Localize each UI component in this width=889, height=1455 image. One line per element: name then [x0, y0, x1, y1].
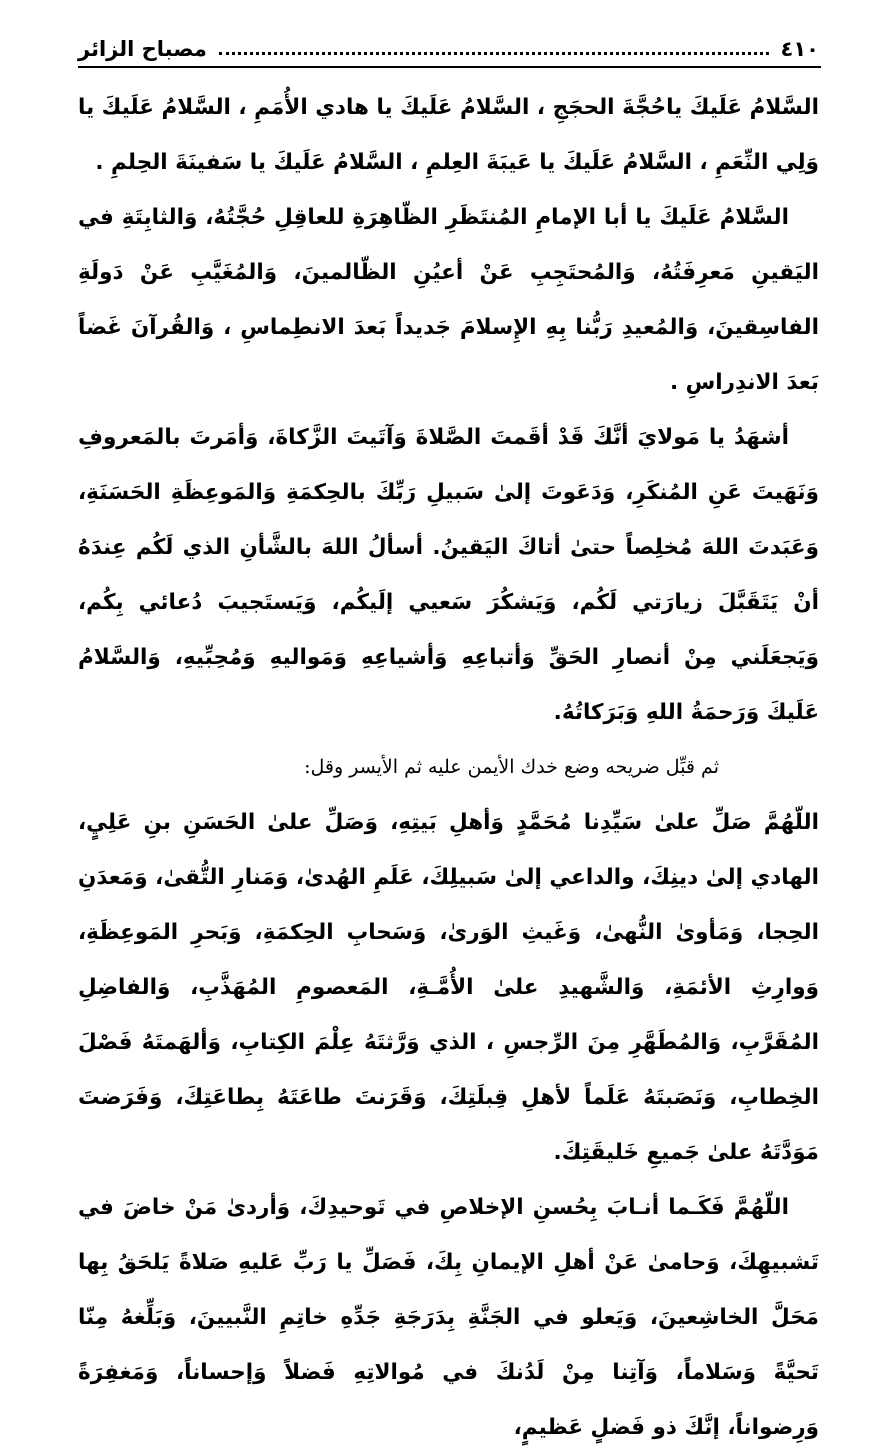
page-header: [78, 32, 819, 66]
paragraph-prayer-1: اللّهُمَّ صَلِّ علىٰ سَيِّدِنا مُحَمَّدٍ وَأهلِ بَيتِهِ، وَصَلِّ علىٰ الحَسَنِ بنِ عَلِيٍ، الهادي إلىٰ دينِكَ، والداعي إلىٰ سَبيلِكَ، عَلَمِ الهُدىٰ، وَمَنارِ التُّقىٰ، وَمَعدَنِ الحِجا، وَمَأوىٰ النُّهىٰ، وَغَيثِ الوَرىٰ، وَسَحابِ الحِكمَةِ، وَبَحرِ المَوعِظَةِ، وَوارِثِ الأئمَةِ، وَالشَّهيدِ علىٰ الأُمَّـةِ، المَعصومِ المُهَذَّبِ، وَالفاضِلِ المُقَرَّبِ، وَالمُطَهَّرِ مِنَ الرِّجسِ ، الذي وَرَّثتَهُ عِلْمَ الكِتابِ، وَألهَمتَهُ فَصْلَ الخِطابِ، وَنَصَبتَهُ عَلَماً لأهلِ قِبلَتِكَ، وَقَرَنتَ طاعَتَهُ بِطاعَتِكَ، وَفَرَضتَ مَوَدَّتَهُ علىٰ جَميعِ خَليقَتِكَ.: [78, 810, 819, 1165]
instruction-line: ثم قبِّل ضريحه وضع خدك الأيمن عليه ثم الأيسر وقل:: [304, 756, 719, 778]
leader-dots: [219, 52, 769, 55]
paragraph-salutations: السَّلامُ عَلَيكَ ياحُجَّةَ الحجَجِ ، السَّلامُ عَلَيكَ يا هادي الأُمَمِ ، السَّلامُ عَلَيكَ يا وَلِي النِّعَمِ ، السَّلامُ عَلَيكَ يا عَيبَةَ العِلمِ ، السَّلامُ عَلَيكَ يا سَفينَةَ الحِلمِ .: [78, 95, 819, 175]
paragraph-testimony: أشهَدُ يا مَولايَ أنَّكَ قَدْ أقَمتَ الصَّلاةَ وَآتَيتَ الزَّكاةَ، وَأمَرتَ بالمَعروفِ وَنَهَيتَ عَنِ المُنكَرِ، وَدَعَوتَ إلىٰ سَبيلِ رَبِّكَ بالحِكمَةِ وَالمَوعِظَةِ الحَسَنَةِ، وَعَبَدتَ اللهَ مُخلِصاً حتىٰ أتاكَ اليَقينُ. أسألُ اللهَ بالشَّأنِ الذي لَكُم عِندَهُ أنْ يَتَقَبَّلَ زيارَتي لَكُم، وَيَشكُرَ سَعيي إلَيكُم، وَيَستَجيبَ دُعائي بِكُم، وَيَجعَلَني مِنْ أنصارِ الحَقِّ وَأتباعِهِ وَأشياعِهِ وَمَواليهِ وَمُحِبِّيهِ، وَالسَّلامُ عَلَيكَ وَرَحمَةُ اللهِ وَبَرَكاتُهُ.: [78, 425, 819, 725]
header-rule: [78, 66, 821, 68]
page-number: ٤١٠: [780, 37, 819, 61]
paragraph-imam-father: السَّلامُ عَلَيكَ يا أبا الإمامِ المُنتَظَرِ الظّاهِرَةِ للعاقِلِ حُجَّتُهُ، وَالثابِتَةِ في اليَقينِ مَعرِفَتُهُ، وَالمُحتَجِبِ عَنْ أعيُنِ الظّالمينَ، وَالمُغَيَّبِ عَنْ دَولَةِ الفاسِقينَ، وَالمُعيدِ رَبُّنا بِهِ الإِسلامَ جَديداً بَعدَ الانطِماسِ ، وَالقُرآنَ غَضاً بَعدَ الاندِراسِ .: [78, 205, 819, 395]
running-title: مصباح الزائر: [78, 37, 207, 61]
page-body: [78, 80, 819, 1455]
paragraph-prayer-2: اللّهُمَّ فَكَـما أنـابَ بِحُسنِ الإخلاصِ في تَوحيدِكَ، وَأردىٰ مَنْ خاضَ في تَشبيهِكَ، وَحامىٰ عَنْ أهلِ الإيمانِ بِكَ، فَصَلِّ يا رَبِّ عَليهِ صَلاةً يَلحَقُ بِها مَحَلَّ الخاشِعينَ، وَيَعلو في الجَنَّةِ بِدَرَجَةِ جَدِّهِ خاتِمِ النَّبيينَ، وَبَلِّغهُ مِنّا تَحيَّةً وَسَلاماً، وَآتِنا مِنْ لَدُنكَ في مُوالاتِهِ فَضلاً وَإحساناً، وَمَغفِرَةً وَرِضواناً، إنَّكَ ذو فَضلٍ عَظيمٍ،: [78, 1195, 819, 1440]
